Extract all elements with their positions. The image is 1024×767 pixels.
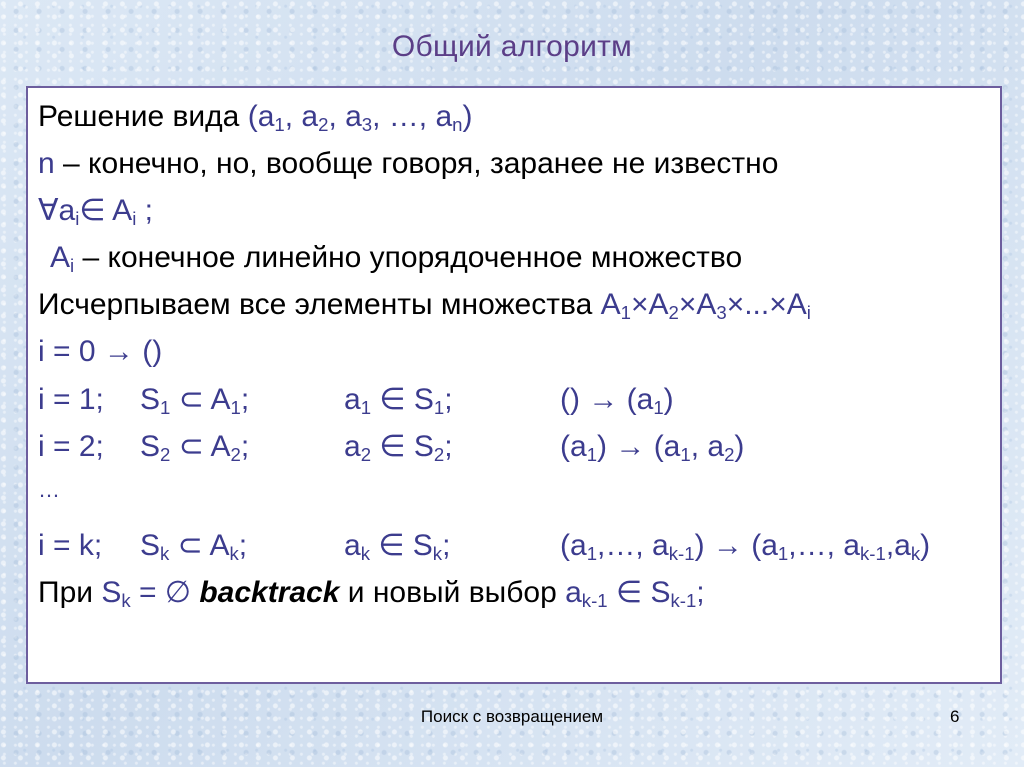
ik-prefix: i = k; <box>38 529 103 562</box>
n-description-text: – конечно, но, вообще говоря, заранее не известно <box>54 147 779 180</box>
line-exhaust <box>38 288 811 324</box>
line-backtrack <box>38 576 705 612</box>
i1-choice: $a_1$ ∈ $S_1$; <box>344 383 453 419</box>
line-ellipsis: … <box>38 477 60 502</box>
i0-transition: → () <box>103 335 163 368</box>
line-forall <box>38 194 153 230</box>
sk-empty: $S_k$ = ∅ <box>101 576 200 612</box>
backtrack-choice: $a_{k-1}$ ∈ $S_{k-1}$; <box>565 576 705 612</box>
backtrack-text: и новый выбор <box>339 576 566 609</box>
line-solution-form <box>38 100 473 136</box>
forall-expression: $\forall a_i\in$ $A_i$ ; <box>38 194 153 230</box>
solution-form-text: Решение вида <box>38 100 248 133</box>
ik-subset: $S_k$ ⊂ $A_k$; <box>140 529 248 565</box>
line-i0 <box>38 337 162 367</box>
line-n-description <box>38 149 778 179</box>
i2-choice: $a_2$ ∈ $S_2$; <box>344 430 453 466</box>
exhaust-text: Исчерпываем все элементы множества <box>38 288 601 321</box>
line-ai-description <box>50 241 743 277</box>
ik-choice: $a_k$ ∈ $S_k$; <box>344 529 451 565</box>
i2-prefix: i = 2; <box>38 430 104 463</box>
i0-prefix: i = 0 <box>38 335 104 368</box>
solution-tuple: ($a_1$, $a_2$, $a_3$, …, $a_n$) <box>247 100 473 136</box>
content-box <box>26 86 1002 684</box>
backtrack-prefix: При <box>38 576 102 609</box>
slide-title: Общий алгоритм <box>391 30 633 63</box>
ik-transition: ($a_1,\dots$, $a_{k-1}$) → ($a_1,\dots$, $a_{k-1},a_k$) <box>560 529 931 565</box>
n-symbol: n <box>38 147 55 180</box>
ai-symbol: $A_i$ <box>50 241 75 277</box>
i2-subset: $S_2$ ⊂ $A_2$; <box>140 430 250 466</box>
backtrack-keyword: backtrack <box>199 576 340 609</box>
i1-prefix: i = 1; <box>38 383 104 416</box>
footer-title: Поиск с возвращением <box>420 707 604 726</box>
cartesian-product: $A_1\times A_2\times A_3\times...\times A_i$ <box>600 288 811 324</box>
ai-description-text: – конечное линейно упорядоченное множество <box>74 241 743 274</box>
i2-transition: $(a_1) \to (a_1$, $a_2$) <box>560 430 745 466</box>
i1-transition: () → $(a_1)$ <box>560 383 674 419</box>
i1-subset: $S_1$ ⊂ $A_1$; <box>140 383 250 419</box>
page-number: 6 <box>950 707 960 726</box>
